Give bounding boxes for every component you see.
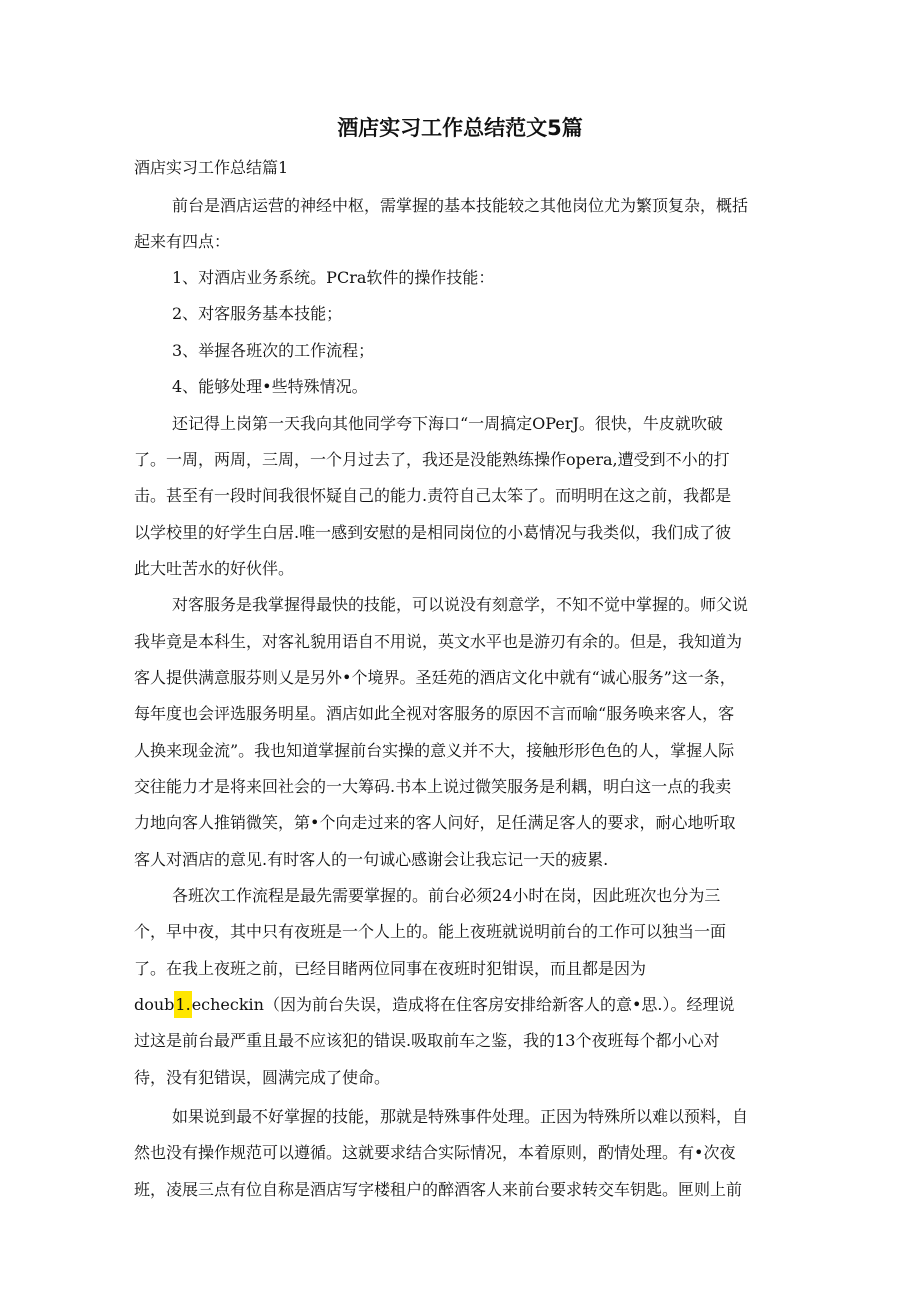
paragraph-line: 然也没有操作规范可以遵循。这就要求结合实际情况，本着原则，酌情处理。有•次夜	[134, 1143, 736, 1162]
double-checkin-prefix: doub	[134, 995, 175, 1014]
paragraph-line: 客人对酒店的意见.有时客人的一句诚心感谢会让我忘记一天的疲累.	[134, 850, 609, 869]
paragraph-line: 还记得上岗第一天我向其他同学夸下海口“一周搞定OPerJ。很快，牛皮就吹破	[172, 414, 723, 433]
highlighted-text: 1.	[174, 991, 191, 1018]
paragraph-line: 对客服务是我掌握得最快的技能，可以说没有刻意学，不知不觉中掌握的。师父说	[172, 595, 749, 614]
double-checkin-suffix: echeckin（因为前台失误，造成将在住客房安排给新客人的意•思.）。经理说	[191, 995, 735, 1014]
paragraph-line: 力地向客人推销微笑，第•个向走过来的客人问好，足任满足客人的要求，耐心地听取	[134, 813, 736, 832]
paragraph-line: 每年度也会评选服务明星。酒店如此全视对客服务的原因不言而喻“服务唤来客人，客	[134, 704, 735, 723]
paragraph-line: 客人提供满意服芬则乂是另外•个境界。圣廷苑的酒店文化中就有“诚心服务”这一条，	[134, 668, 736, 687]
paragraph-line: 过这是前台最严重且最不应该犯的错误.吸取前车之鉴，我的13个夜班每个都小心对	[134, 1031, 720, 1050]
paragraph-line: 班，凌展三点有位自称是酒店写字楼租户的醉酒客人来前台要求转交车钥匙。匣则上前	[134, 1180, 743, 1199]
list-item: 3、举握各班次的工作流程；	[172, 341, 375, 360]
paragraph-line: 以学校里的好学生白居.唯一感到安慰的是相同岗位的小葛情况与我类似，我们成了彼	[134, 523, 732, 542]
paragraph-line: 我毕竟是本科生，对客礼貌用语自不用说，英文水平也是游刃有余的。但是，我知道为	[134, 632, 743, 651]
paragraph-line: 前台是酒店运营的神经中枢，需掌握的基本技能较之其他岗位尤为繁顶复杂，概括	[172, 196, 749, 215]
list-item: 4、能够处理•些特殊情况。	[172, 377, 368, 396]
paragraph-line: 了。一周，两周，三周，一个月过去了，我还是没能熟练操作opera,遭受到不小的打	[134, 450, 730, 469]
paragraph-line: 各班次工作流程是最先需要掌握的。前台必须24小时在岗，因此班次也分为三	[172, 886, 721, 905]
list-item: 2、对客服务基本技能；	[172, 304, 343, 323]
paragraph-line: 人换来现金流”。我也知道掌握前台实操的意义并不大，接触形形色色的人，掌握人际	[134, 741, 735, 760]
paragraph-line: 起来有四点：	[134, 232, 231, 251]
paragraph-line: 待，没有犯错误，圆满完成了使命。	[134, 1068, 391, 1087]
paragraph-line: 交往能力才是将来回社会的一大筹码.书本上说过微笑服务是利耦，明白这一点的我卖	[134, 777, 732, 796]
paragraph-line: 个，早中夜，其中只有夜班是一个人上的。能上夜班就说明前台的工作可以独当一面	[134, 922, 727, 941]
paragraph-line-double-checkin	[134, 995, 735, 1015]
paragraph-line: 如果说到最不好掌握的技能，那就是特殊事件处理。正因为特殊所以难以预料，自	[172, 1107, 749, 1126]
section-heading: 酒店实习工作总结篇1	[134, 158, 289, 177]
list-item: 1、对酒店业务系统。PCra软件的操作技能：	[172, 268, 495, 287]
paragraph-line: 此大吐苦水的好伙伴。	[134, 559, 295, 578]
paragraph-line: 击。甚至有一段时间我很怀疑自己的能力.责符自己太笨了。而明明在这之前，我都是	[134, 486, 732, 505]
document-title: 酒店实习工作总结范文5篇	[337, 116, 583, 140]
paragraph-line: 了。在我上夜班之前，已经目睹两位同事在夜班时犯钳误，而且都是因为	[134, 959, 647, 978]
